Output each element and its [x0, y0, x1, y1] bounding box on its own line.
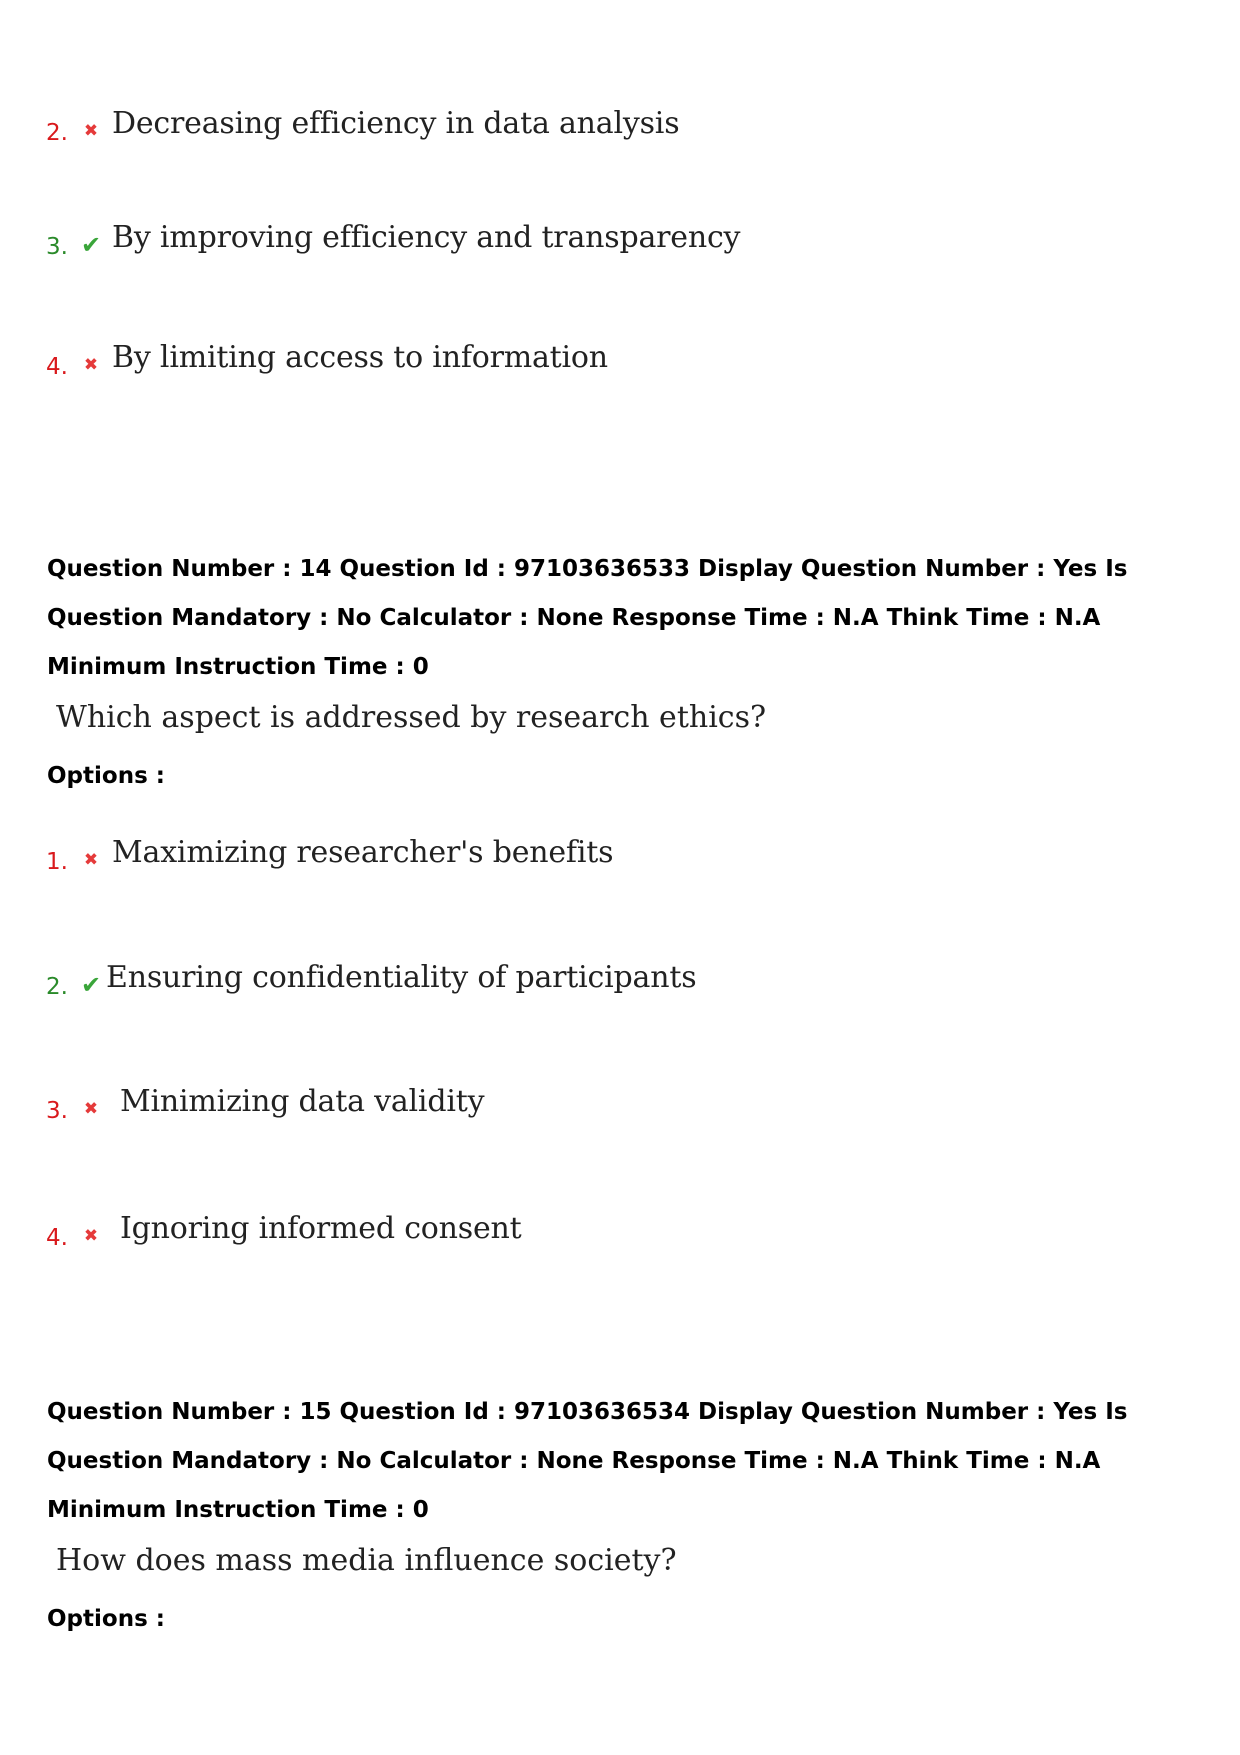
option-row-correct — [46, 952, 696, 1002]
question-meta-15: Question Number : 15 Question Id : 97103636534 Display Question Number : Yes Is Question Mandatory : No Calculator : None Response Time : N.A Think Time : N.A Minimum Instruction Time : 0 — [47, 1399, 1128, 1523]
option-number: 2. — [46, 120, 68, 146]
option-number: 3. — [46, 234, 68, 260]
option-number: 4. — [46, 1225, 68, 1251]
cross-icon: ✖ — [83, 120, 99, 141]
question-meta-14: Question Number : 14 Question Id : 97103636533 Display Question Number : Yes Is Question Mandatory : No Calculator : None Response Time : N.A Think Time : N.A Minimum Instruction Time : 0 — [47, 556, 1128, 680]
cross-icon: ✖ — [83, 1098, 99, 1119]
cross-icon: ✖ — [83, 1225, 99, 1246]
option-number: 1. — [46, 849, 68, 875]
option-text: By limiting access to information — [112, 339, 608, 375]
option-number: 4. — [46, 354, 68, 380]
options-label: Options : — [47, 763, 165, 789]
question-text-14: Which aspect is addressed by research ethics? — [56, 700, 767, 735]
option-row — [46, 1076, 484, 1126]
option-row — [46, 1203, 522, 1253]
check-icon: ✔ — [80, 231, 102, 259]
check-icon: ✔ — [80, 971, 102, 999]
option-row — [46, 332, 608, 382]
option-text: By improving efficiency and transparency — [112, 219, 741, 255]
option-number: 2. — [46, 974, 68, 1000]
option-row — [46, 98, 679, 148]
option-row — [46, 827, 613, 877]
cross-icon: ✖ — [83, 354, 99, 375]
option-number: 3. — [46, 1098, 68, 1124]
options-label: Options : — [47, 1606, 165, 1632]
option-text: Maximizing researcher's benefits — [112, 834, 614, 870]
option-text: Minimizing data validity — [120, 1083, 485, 1119]
option-text: Ensuring confidentiality of participants — [106, 959, 697, 995]
question-text-15: How does mass media influence society? — [56, 1543, 677, 1578]
option-row-correct — [46, 212, 740, 262]
option-text: Decreasing efficiency in data analysis — [112, 105, 680, 141]
option-text: Ignoring informed consent — [120, 1210, 522, 1246]
cross-icon: ✖ — [83, 849, 99, 870]
